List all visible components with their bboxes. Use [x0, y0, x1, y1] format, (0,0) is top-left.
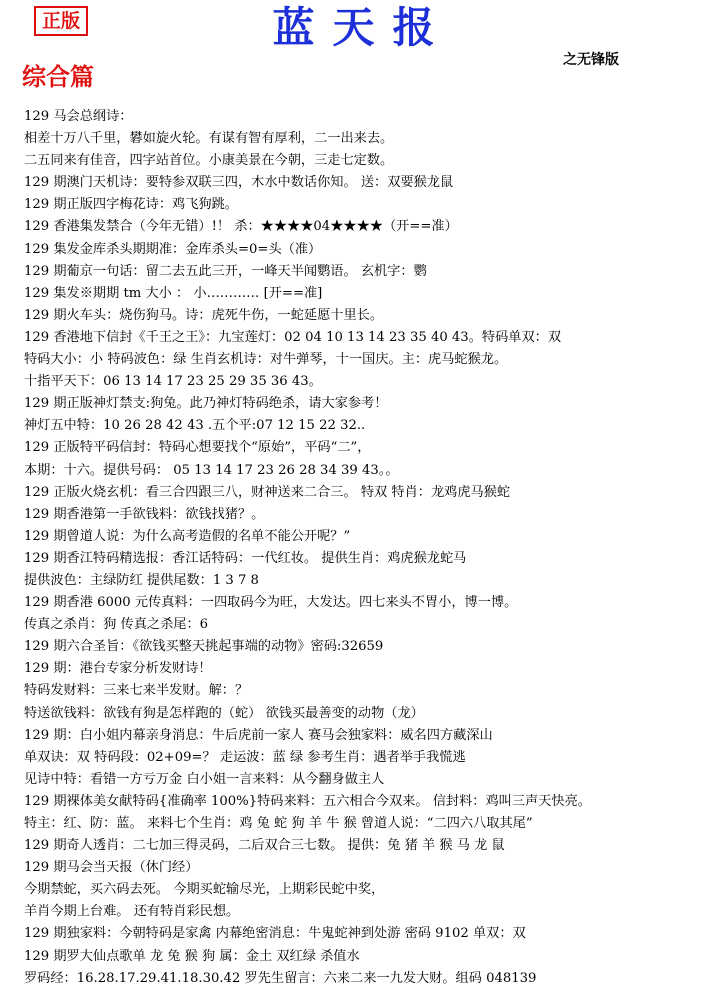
text-line: 特码大小：小 特码波色：绿 生肖玄机诗：对牛弹琴，十一国庆。主：虎马蛇猴龙。 [24, 352, 508, 368]
text-line: 相差十万八千里，礬如旋火轮。有谋有智有厚利，二一出来去。 [24, 131, 394, 147]
text-line: 羊肖今期上台难。 还有特肖彩民想。 [24, 904, 240, 920]
text-line: 129 期香江特码精选报：香江话特码：一代红妆。 提供生肖：鸡虎猴龙蛇马 [24, 550, 467, 566]
text-line: 二五同来有佳音，四字站首位。小康美景在今朝，三走七定数。 [24, 153, 394, 169]
text-line: 129 期香港第一手欲钱料：欲钱找猪？。 [24, 506, 265, 522]
text-line: 129 期正版神灯禁支:狗兔。此乃神灯特码绝杀，请大家参考！ [24, 396, 388, 412]
edition-label: 之无锋版 [563, 52, 619, 68]
text-line: 129 香港地下信封《千王之王》：九宝莲灯：02 04 10 13 14 23 35 40 43。特码单双：双 [24, 329, 562, 345]
text-line: 129 期火车头：烧伤狗马。诗：虎死牛伤，一蛇延愿十里长。 [24, 307, 384, 323]
text-line: 129 期奇人透肖：二七加三得灵码，二后双合三七数。 提供：兔 猪 羊 猴 马 龙 鼠 [24, 838, 505, 854]
text-line: 单双诀：双 特码段：02+09=？ 走运波：蓝 绿 参考生肖：遇者举手我慌逃 [24, 749, 466, 765]
text-line: 129 期马会当天报（休门经） [24, 860, 199, 876]
text-line: 罗码经：16.28.17.29.41.18.30.42 罗先生留言：六来二来一九发大财。组码 048139 [24, 970, 537, 986]
text-line: 特主：红、防：蓝。 来料七个生肖：鸡 兔 蛇 狗 羊 牛 猴 曾道人说：“二四六八取其尾” [24, 816, 533, 831]
text-line: 神灯五中特：10 26 28 42 43 .五个平:07 12 15 22 32.. [24, 418, 366, 434]
text-line: 129 期罗大仙点歌单 龙 兔 猴 狗 属：金土 双红绿 杀值水 [24, 948, 360, 964]
text-line: 129 期：白小姐内幕亲身消息：牛后虎前一家人 赛马会独家料：威名四方藏深山 [24, 727, 493, 743]
text-line: 129 正版特平码信封：特码心想要找个“原始”，平码“二”， [24, 440, 371, 456]
edition-badge: 正版 [34, 6, 88, 36]
text-line: 129 集发金库杀头期期准：金库杀头=0=头（准） [24, 241, 322, 257]
text-line: 129 期正版四字梅花诗：鸡飞狗跳。 [24, 197, 238, 213]
text-line: 十指平天下：06 13 14 17 23 25 29 35 36 43。 [24, 374, 322, 390]
text-line: 特送欲钱料：欲钱有狗是怎样跑的（蛇） 欲钱买最善变的动物（龙） [24, 705, 424, 721]
newspaper-title: 蓝天报 [272, 3, 453, 52]
text-line: 129 正版火烧玄机：看三合四跟三八，财神送来二合三。 特双 特肖：龙鸡虎马猴蛇 [24, 484, 511, 500]
text-line: 特码发财料：三来七来半发财。解：？ [24, 683, 249, 699]
text-line: 129 马会总纲诗： [24, 109, 133, 124]
text-line: 129 集发※期期 tm 大小 ： 小………… [开==准] [24, 285, 323, 301]
text-line: 提供波色：主绿防红 提供尾数：1 3 7 8 [24, 572, 259, 588]
text-line: 129 期葡京一句话：留二去五此三开，一峰天半闻鹦语。 玄机字：鹦 [24, 263, 427, 279]
section-heading: 综合篇 [22, 63, 94, 91]
article-body [24, 106, 720, 990]
text-line: 129 期裸体美女献特码{准确率 100%}特码来料：五六相合今双来。 信封料：鸡叫三声天快亮。 [24, 793, 591, 809]
text-line: 129 期独家料：今朝特码是家禽 内幕绝密消息：牛鬼蛇神到处游 密码 9102 单双：双 [24, 926, 526, 942]
text-line: 今期禁蛇，买六码去死。 今期买蛇输尽光，上期彩民蛇中奖， [24, 882, 385, 898]
text-line: 见诗中特：看错一方亏万金 白小姐一言来料：从今翻身做主人 [24, 771, 385, 787]
text-line: 本期：十六。提供号码： 05 13 14 17 23 26 28 34 39 43。。 [24, 462, 399, 478]
text-line: 传真之杀肖：狗 传真之杀尾：6 [24, 617, 209, 633]
text-line: 129 期六合圣旨：《欲钱买整天挑起事端的动物》密码:32659 [24, 639, 384, 655]
text-line: 129 香港集发禁合（今年无错）!！ 杀：★★★★04★★★★（开==准） [24, 219, 458, 235]
text-line: 129 期香港 6000 元传真料：一四取码今为旺，大发达。四七来头不胃小，博一博。 [24, 595, 518, 611]
text-line: 129 期澳门天机诗：要特参双联三四，木水中数话你知。 送：双要猴龙鼠 [24, 175, 454, 191]
text-line: 129 期曾道人说：为什么高考造假的名单不能公开呢？” [24, 528, 351, 544]
text-line: 129 期：港台专家分析发财诗！ [24, 661, 212, 677]
